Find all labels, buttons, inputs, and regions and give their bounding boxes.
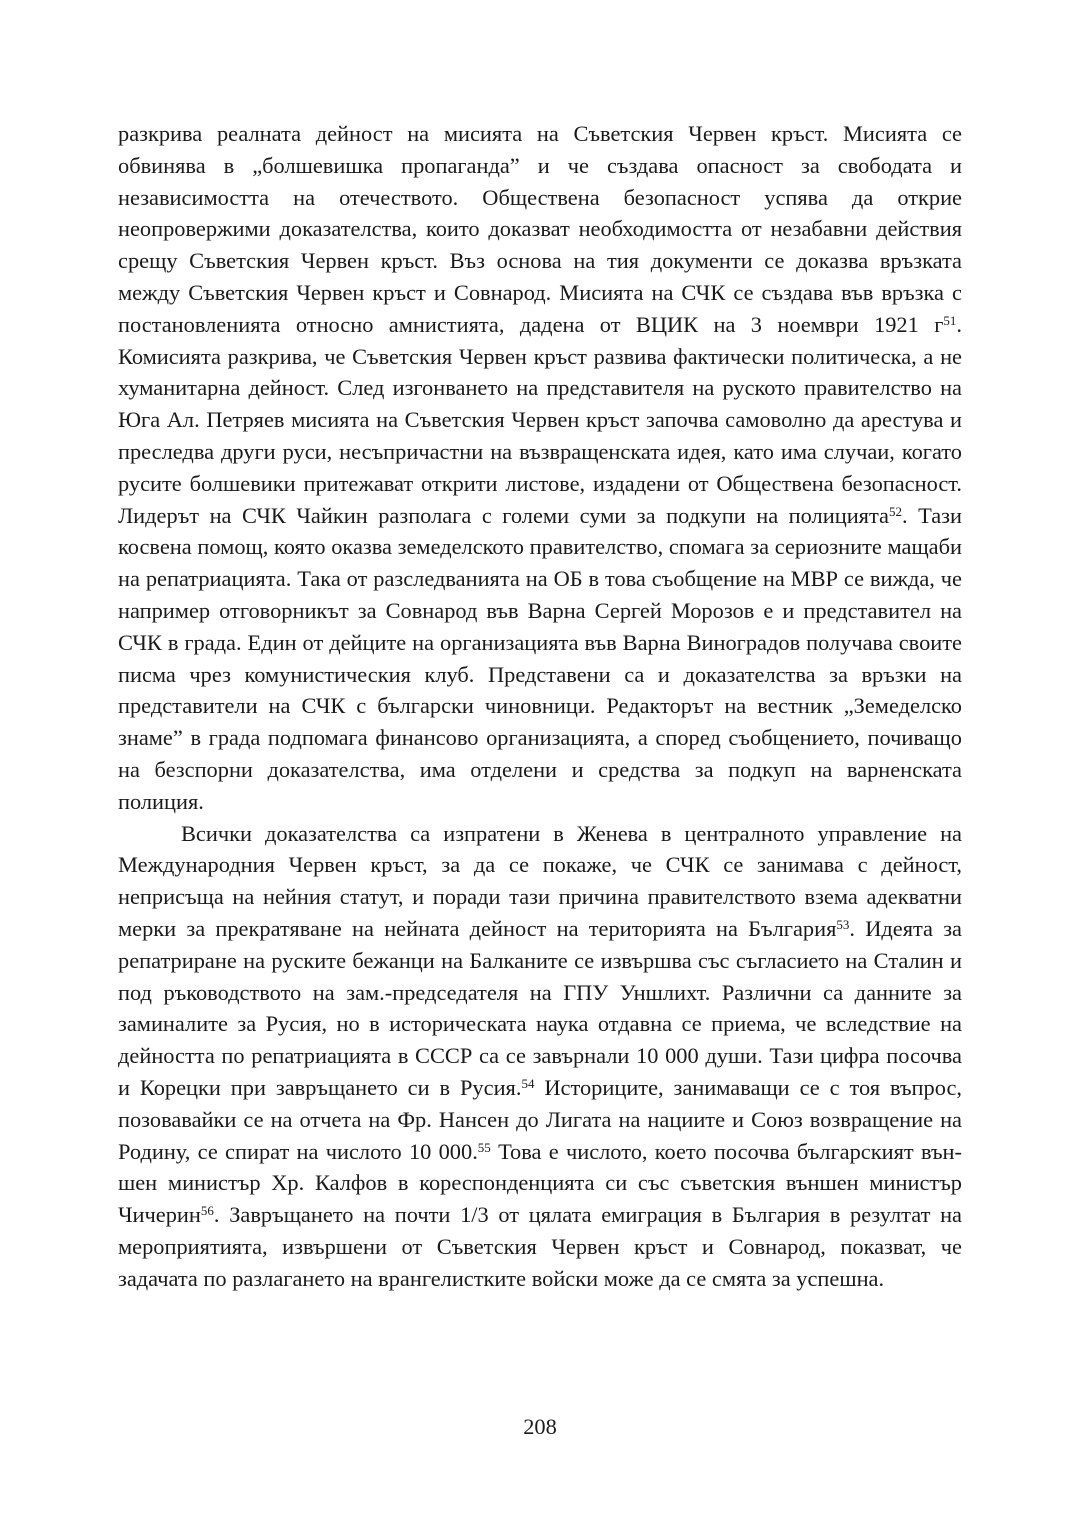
paragraph-2-text-2: . Идеята за репатриране на руските бежанци на Балканите се извършва със съгласието на Сталин и под ръководството на зам.-председателя на ГПУ Уншлихт. Различни са данните за заминалите за Русия, но в историческата наука отдавна се приема, че вследствие на дейността по репатриацията в СССР са се завърнали 10 000 души. Тази цифра посочва и Корецки при завръщането си в Русия. bbox=[118, 915, 962, 1100]
page-number: 208 bbox=[523, 1414, 557, 1439]
paragraph-2-text-1: Всички доказателства са изпратени в Женева в централното управление на Международния Червен кръст, за да се покаже, че СЧК се занимава с дейност, неприсъща на нейния статут, и поради тази причина правителството взема адекватни мерки за прекратяване на нейната дейност на територията на България bbox=[118, 820, 962, 941]
paragraph-1 bbox=[118, 118, 962, 818]
document-body bbox=[118, 118, 962, 1294]
footnote-ref-51: 51 bbox=[943, 312, 957, 328]
paragraph-1-text-1: разкрива реалната дейност на мисията на Съветския Червен кръст. Мисията се обвинява в „болшевишка пропаганда” и че създава опасност за свободата и независимостта на отечеството. Обществена безопасност успява да открие неопровержими доказателства, които доказват необходимостта от незабавни действия срещу Съветския Червен кръст. Въз основа на тия документи се доказва връзката между Съветския Червен кръст и Совнарод. Мисията на СЧК се създава във връзка с постановленията относно амнистията, дадена от ВЦИК на 3 ноември 1921 г bbox=[118, 121, 962, 337]
footnote-ref-55: 55 bbox=[477, 1139, 491, 1155]
footnote-ref-53: 53 bbox=[836, 916, 850, 932]
footnote-ref-56: 56 bbox=[200, 1202, 214, 1218]
paragraph-2 bbox=[118, 818, 962, 1295]
footnote-ref-52: 52 bbox=[888, 503, 902, 519]
paragraph-2-text-5: . Завръщането на почти 1/3 от цялата емиграция в България в резултат на мероприятията, извършени от Съветския Червен кръст и Совнарод, показват, че задачата по разлагането на врангелистките войски може да се смята за успешна. bbox=[118, 1202, 962, 1291]
paragraph-2-text-4: Това е числото, което посочва българският външен министър Хр. Калфов в кореспонденцията си със съветския външен министър Чичерин bbox=[118, 1138, 962, 1228]
paragraph-1-text-2: . Комисията разкрива, че Съветския Червен кръст развива фактически политическа, а не хуманитарна дейност. След изгонването на представителя на руското правителство на Юга Ал. Петряев мисията на Съветския Червен кръст започва самоволно да арестува и преследва други руси, несъпричастни на възвращенската идея, като има случаи, когато русите болшевики притежават открити листове, издадени от Обществена безопасност. Лидерът на СЧК Чайкин разполага с големи суми за подкупи на полицията bbox=[118, 311, 962, 528]
footnote-ref-54: 54 bbox=[521, 1075, 535, 1091]
paragraph-1-text-3: . Тази косвена помощ, която оказва земеделското правителство, спомага за сериозните мащаби на репатриацията. Така от разследванията на ОБ в това съобщение на МВР се вижда, че например отговорникът за Совнарод във Варна Сергей Морозов е и представител на СЧК в града. Един от дейците на организацията във Варна Виноградов получава своите писма чрез комунистическия клуб. Представени са и доказателства за връзки на представители на СЧК с български чиновници. Редакторът на вестник „Земеделско знаме” в града подпомага финансово организацията, а според съобщението, почиващо на безспорни доказателства, има отделени и средства за подкуп на варненската полиция. bbox=[118, 502, 962, 814]
paragraph-2-text-3: Историците, занимаващи се с тоя въпрос, позовавайки се на отчета на Фр. Нансен до Лигата на нациите и Союз возвращение на Родину, се спират на числото 10 000. bbox=[118, 1074, 962, 1164]
